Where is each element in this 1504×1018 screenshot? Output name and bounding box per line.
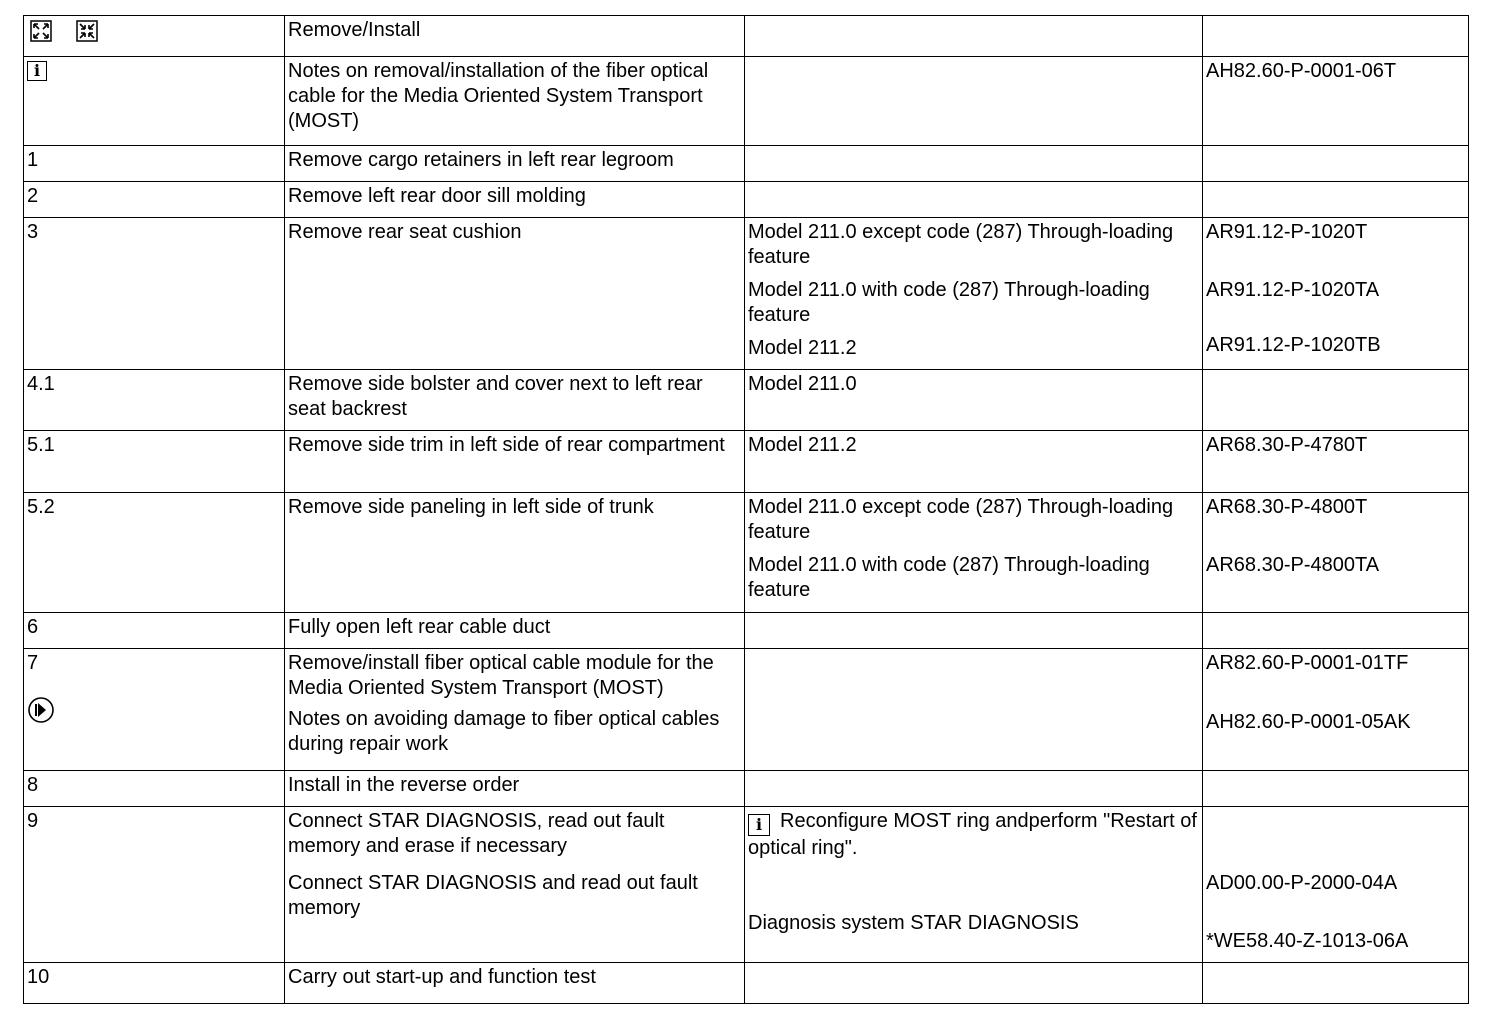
reference-cell bbox=[1203, 963, 1469, 1004]
condition-text: Reconfigure MOST ring andperform "Restart of optical ring". bbox=[748, 810, 1197, 859]
condition-text: Model 211.2 bbox=[748, 337, 857, 359]
reference-link[interactable]: *WE58.40-Z-1013-06A bbox=[1206, 930, 1409, 952]
step-cell bbox=[24, 57, 285, 146]
step-cell: 10 bbox=[24, 963, 285, 1004]
table-row bbox=[24, 493, 1469, 613]
condition-cell bbox=[745, 57, 1203, 146]
condition-cell bbox=[745, 963, 1203, 1004]
condition-cell bbox=[745, 807, 1203, 963]
reference-cell bbox=[1203, 16, 1469, 57]
action-cell: Remove side paneling in left side of trunk bbox=[285, 493, 745, 613]
reference-cell bbox=[1203, 431, 1469, 493]
condition-cell bbox=[745, 182, 1203, 218]
condition-text: Model 211.0 except code (287) Through-loading feature bbox=[748, 496, 1174, 543]
table-row bbox=[24, 963, 1469, 1004]
reference-link[interactable]: AR91.12-P-1020TB bbox=[1206, 334, 1381, 356]
condition-text: Model 211.0 with code (287) Through-loading feature bbox=[748, 554, 1150, 601]
table-row bbox=[24, 57, 1469, 146]
step-cell: 8 bbox=[24, 771, 285, 807]
condition-cell bbox=[745, 16, 1203, 57]
expand-arrows-icon bbox=[30, 20, 52, 42]
table-row bbox=[24, 807, 1469, 963]
reference-link[interactable]: AH82.60-P-0001-06T bbox=[1206, 60, 1397, 82]
action-cell: Install in the reverse order bbox=[285, 771, 745, 807]
table-row bbox=[24, 613, 1469, 649]
step-cell: 6 bbox=[24, 613, 285, 649]
action-cell: Remove rear seat cushion bbox=[285, 218, 745, 370]
condition-text: Model 211.0 with code (287) Through-loading feature bbox=[748, 279, 1150, 326]
condition-cell bbox=[745, 146, 1203, 182]
collapse-arrows-icon bbox=[76, 20, 98, 42]
action-cell: Fully open left rear cable duct bbox=[285, 613, 745, 649]
reference-link[interactable]: AD00.00-P-2000-04A bbox=[1206, 872, 1398, 894]
step-cell: 7 bbox=[24, 649, 285, 771]
reference-cell bbox=[1203, 370, 1469, 431]
step-cell: 9 bbox=[24, 807, 285, 963]
action-cell: Remove left rear door sill molding bbox=[285, 182, 745, 218]
action-text: Remove/install fiber optical cable module for the Media Oriented System Transport (MOST) bbox=[288, 652, 714, 699]
step-cell: 4.1 bbox=[24, 370, 285, 431]
reference-link[interactable]: AR91.12-P-1020TA bbox=[1206, 279, 1380, 301]
action-cell: Remove side trim in left side of rear compartment bbox=[285, 431, 745, 493]
step-cell: 2 bbox=[24, 182, 285, 218]
reference-link[interactable]: AH82.60-P-0001-05AK bbox=[1206, 711, 1411, 733]
caution-circle-icon bbox=[27, 696, 55, 724]
procedure-table bbox=[23, 15, 1469, 1004]
reference-cell bbox=[1203, 146, 1469, 182]
reference-link[interactable]: AR82.60-P-0001-01TF bbox=[1206, 652, 1409, 674]
action-cell bbox=[285, 16, 745, 57]
reference-cell bbox=[1203, 771, 1469, 807]
reference-cell bbox=[1203, 182, 1469, 218]
action-text: Connect STAR DIAGNOSIS, read out fault memory and erase if necessary bbox=[288, 810, 665, 857]
condition-text: Diagnosis system STAR DIAGNOSIS bbox=[748, 912, 1079, 934]
condition-cell bbox=[745, 771, 1203, 807]
reference-cell bbox=[1203, 218, 1469, 370]
reference-link[interactable]: AR91.12-P-1020T bbox=[1206, 221, 1368, 243]
condition-cell: Model 211.2 bbox=[745, 431, 1203, 493]
info-icon: i bbox=[27, 61, 47, 81]
step-cell: 5.2 bbox=[24, 493, 285, 613]
table-row bbox=[24, 771, 1469, 807]
reference-cell bbox=[1203, 57, 1469, 146]
reference-cell bbox=[1203, 493, 1469, 613]
table-row bbox=[24, 370, 1469, 431]
condition-cell bbox=[745, 218, 1203, 370]
action-text: Remove/Install bbox=[288, 19, 421, 41]
reference-cell bbox=[1203, 613, 1469, 649]
reference-link[interactable]: AR68.30-P-4800T bbox=[1206, 496, 1368, 518]
step-cell bbox=[24, 16, 285, 57]
action-cell bbox=[285, 807, 745, 963]
action-text: Notes on avoiding damage to fiber optical cables during repair work bbox=[288, 708, 720, 755]
action-text: Connect STAR DIAGNOSIS and read out fault memory bbox=[288, 872, 698, 919]
table-row bbox=[24, 218, 1469, 370]
action-cell: Remove side bolster and cover next to left rear seat backrest bbox=[285, 370, 745, 431]
condition-cell bbox=[745, 613, 1203, 649]
reference-link[interactable]: AR68.30-P-4800TA bbox=[1206, 554, 1380, 576]
table-row bbox=[24, 182, 1469, 218]
reference-link[interactable]: AR68.30-P-4780T bbox=[1206, 434, 1368, 456]
condition-cell bbox=[745, 649, 1203, 771]
action-cell: Notes on removal/installation of the fiber optical cable for the Media Oriented System Transport (MOST) bbox=[285, 57, 745, 146]
condition-cell: Model 211.0 bbox=[745, 370, 1203, 431]
table-row bbox=[24, 146, 1469, 182]
step-cell: 1 bbox=[24, 146, 285, 182]
info-icon: i bbox=[748, 814, 770, 836]
reference-cell bbox=[1203, 649, 1469, 771]
table-row bbox=[24, 431, 1469, 493]
condition-text: Model 211.0 except code (287) Through-loading feature bbox=[748, 221, 1174, 268]
action-cell bbox=[285, 649, 745, 771]
action-cell: Remove cargo retainers in left rear legroom bbox=[285, 146, 745, 182]
table-row bbox=[24, 649, 1469, 771]
condition-cell bbox=[745, 493, 1203, 613]
step-cell: 5.1 bbox=[24, 431, 285, 493]
step-cell: 3 bbox=[24, 218, 285, 370]
action-cell: Carry out start-up and function test bbox=[285, 963, 745, 1004]
table-row bbox=[24, 16, 1469, 57]
reference-cell bbox=[1203, 807, 1469, 963]
